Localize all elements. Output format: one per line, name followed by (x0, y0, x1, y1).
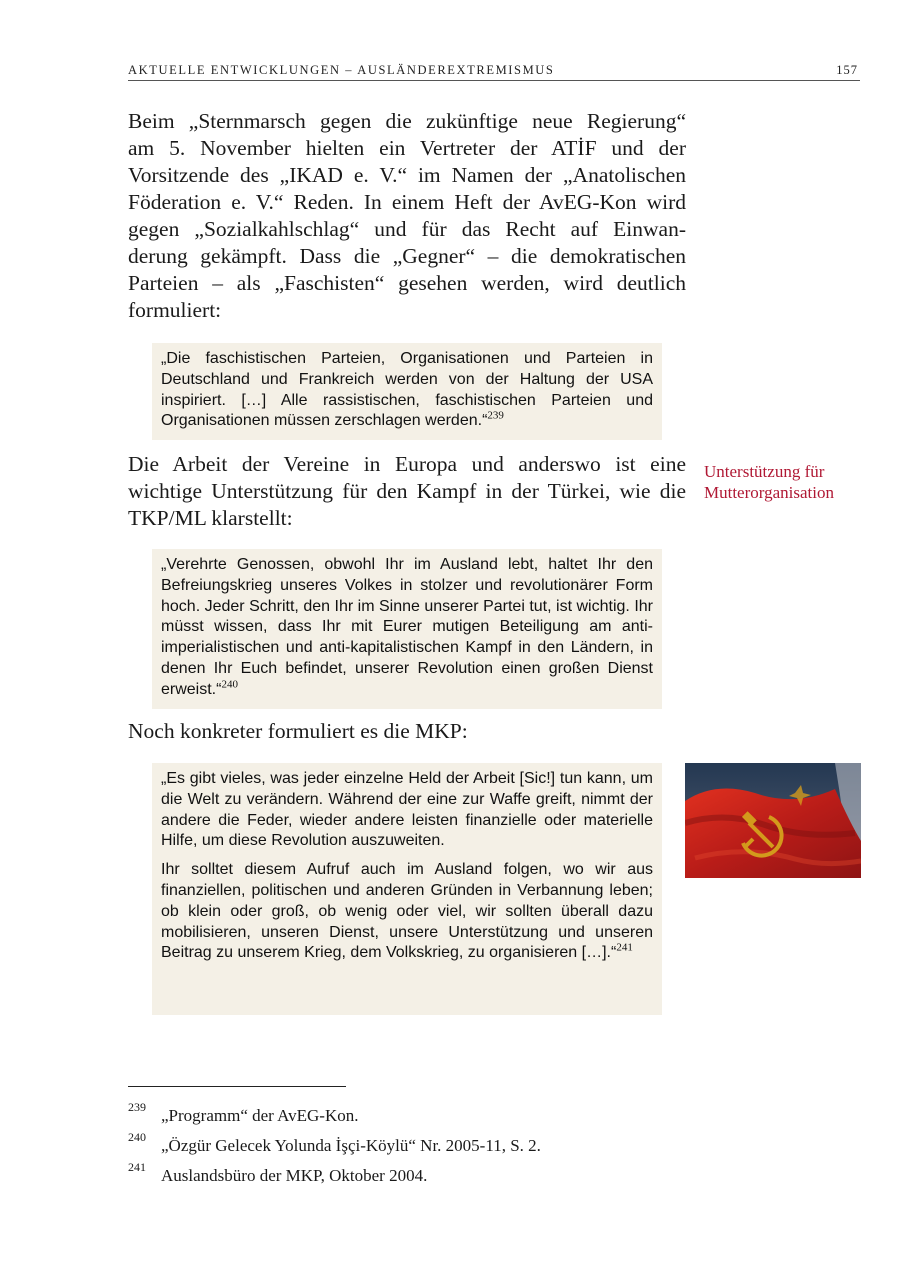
body-line: TKP/ML klarstellt: (128, 506, 293, 530)
body-line: Beim „Sternmarsch gegen die zukünftige neue Regierung“ (128, 109, 686, 133)
running-header (128, 62, 860, 81)
footnote-241 (128, 1160, 828, 1193)
body-line: wichtige Unterstützung für den Kampf in der Türkei, wie die (128, 479, 686, 503)
body-paragraph-1 (128, 108, 686, 324)
footnote-text: Auslandsbüro der MKP, Oktober 2004. (161, 1166, 428, 1185)
quote-paragraph (161, 555, 653, 701)
quote-block-2 (152, 549, 662, 709)
quote-text: „Es gibt vieles, was jeder einzelne Held der Arbeit [Sic!] tun kann, um die Welt zu verändern. Während der eine zur Waffe greift, nimmt der andere die Feder, wieder andere leisten finanzielle oder materielle Hilfe, um diese Revolution auszuweiten. (161, 770, 653, 850)
footnote-text: „Programm“ der AvEG-Kon. (161, 1106, 359, 1125)
footnote-number: 239 (128, 1100, 146, 1114)
body-paragraph-3 (128, 718, 686, 745)
body-line: gegen „Sozialkahlschlag“ und für das Recht auf Einwan- (128, 217, 686, 241)
footnote-reference[interactable]: 240 (221, 678, 238, 691)
body-line: derung gekämpft. Dass die „Gegner“ – die demokratischen (128, 244, 686, 268)
body-line: Noch konkreter formuliert es die MKP: (128, 719, 468, 743)
body-line: Vorsitzende des „IKAD e. V.“ im Namen der „Anatolischen (128, 163, 686, 187)
body-line: Parteien – als „Faschisten“ gesehen werden, wird deutlich (128, 271, 686, 295)
quote-text: „Verehrte Genossen, obwohl Ihr im Ausland lebt, haltet Ihr den Befreiungskrieg unseres Volkes in stolzer und revolutionärer Form hoch. Jeder Schritt, den Ihr im Sinne unserer Partei tut, ist wichtig. Ihr müsst wissen, dass Ihr mit Eurer mutigen Beteiligung am anti-imperialistischen und anti-kapitalistischen Kampf in den Ländern, in denen Ihr Euch befindet, unserer Revolution einen großen Dienst erweist.“ (161, 556, 653, 698)
body-paragraph-2 (128, 451, 686, 532)
quote-paragraph (161, 860, 653, 964)
body-line: Föderation e. V.“ Reden. In einem Heft der AvEG-Kon wird (128, 190, 686, 214)
quote-block-1 (152, 343, 662, 440)
body-line: Die Arbeit der Vereine in Europa und anderswo ist eine (128, 452, 686, 476)
margin-note (704, 461, 864, 503)
footnote-number: 240 (128, 1130, 146, 1144)
footnote-text: „Özgür Gelecek Yolunda İşçi-Köylü“ Nr. 2005-11, S. 2. (161, 1136, 541, 1155)
footnote-240 (128, 1130, 828, 1163)
quote-paragraph (161, 349, 653, 432)
margin-note-line-2: Mutterorganisation (704, 483, 834, 502)
body-line: formuliert: (128, 298, 222, 322)
quote-text: Ihr solltet diesem Aufruf auch im Ausland folgen, wo wir aus finanziellen, politischen und anderen Gründen in Verbannung leben; ob klein oder groß, ob wenig oder viel, wir sollten überall dazu mobilisieren, unseren Dienst, unsere Unterstützung und unseren Beitrag zu unserem Krieg, dem Volkskrieg, zu organisieren […].“ (161, 861, 653, 962)
footnote-239 (128, 1100, 828, 1133)
quote-text: „Die faschistischen Parteien, Organisationen und Parteien in Deutschland und Frankreich werden von der Haltung der USA inspiriert. […] Alle rassistischen, faschistischen Parteien und Organisationen müssen zerschlagen werden.“ (161, 350, 653, 430)
quote-block-3 (152, 763, 662, 1015)
red-flag-illustration (685, 763, 861, 878)
footnote-reference[interactable]: 239 (487, 410, 504, 423)
footnote-separator (128, 1086, 346, 1087)
quote-paragraph (161, 769, 653, 852)
footnotes (128, 1100, 828, 1193)
footnote-reference[interactable]: 241 (616, 942, 633, 955)
running-header-title: AKTUELLE ENTWICKLUNGEN – AUSLÄNDEREXTREMISMUS (128, 63, 555, 77)
red-flag-image (685, 763, 861, 878)
body-line: am 5. November hielten ein Vertreter der ATİF und der (128, 136, 686, 160)
footnote-number: 241 (128, 1160, 146, 1174)
margin-note-line-1: Unterstützung für (704, 462, 825, 481)
page-number: 157 (836, 63, 858, 77)
